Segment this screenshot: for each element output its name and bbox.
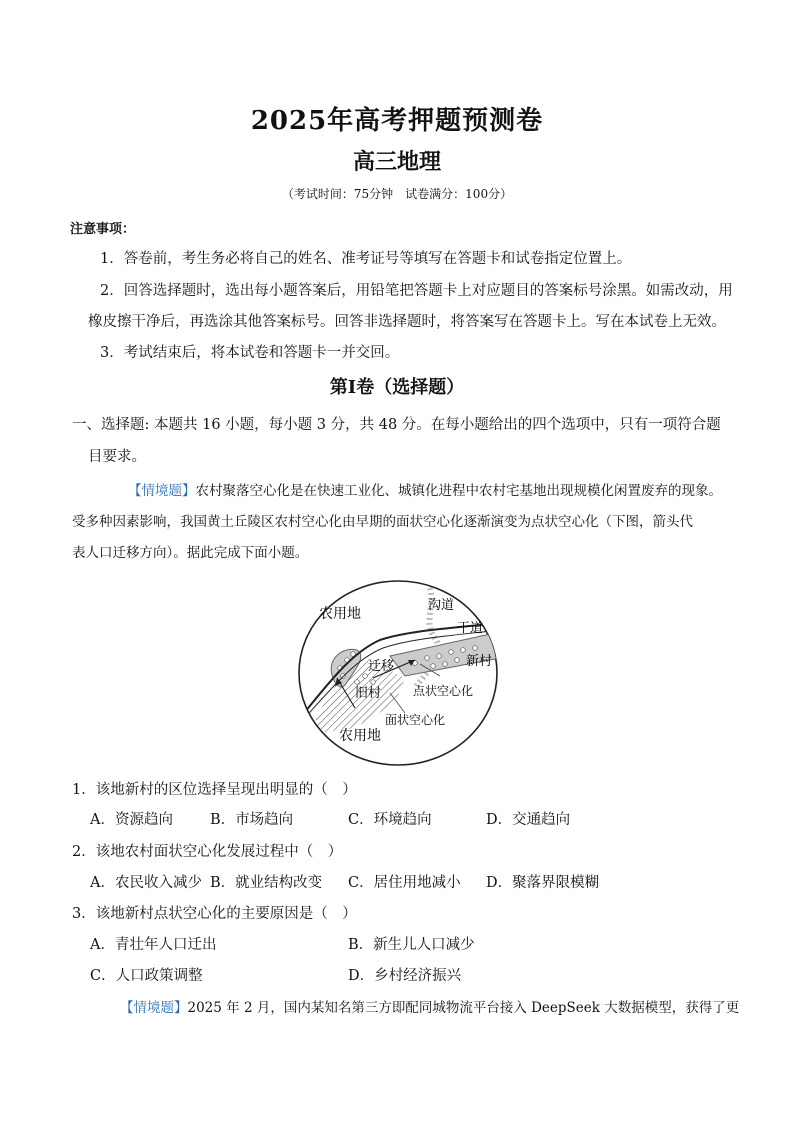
label-old-village: 旧村 — [355, 685, 382, 700]
section-heading: 第Ⅰ卷（选择题） — [329, 377, 465, 398]
question-2-stem: 2．该地农村面状空心化发展过程中（ ） — [72, 844, 343, 860]
label-new-village: 新村 — [466, 653, 493, 668]
label-area-hollow: 面状空心化 — [385, 713, 446, 727]
label-main-road: 干道 — [457, 620, 484, 635]
notice-item-2-line-2: 橡皮擦干净后，再选涂其他答案标号。回答非选择题时，将答案写在答题卡上。写在本试卷上无效。 — [88, 314, 726, 330]
notice-item-1: 1．答卷前，考生务必将自己的姓名、准考证号等填写在答题卡和试卷指定位置上。 — [100, 251, 632, 267]
scenario-1-line-2: 受多种因素影响，我国黄土丘陵区农村空心化由早期的面状空心化逐渐演变为点状空心化（下图，箭头代 — [72, 514, 693, 530]
question-1-option-a[interactable]: A．资源趋向 — [90, 812, 173, 828]
question-3-option-d[interactable]: D．乡村经济振兴 — [348, 968, 462, 984]
section-intro-line-2: 目要求。 — [88, 449, 146, 465]
label-point-hollow: 点状空心化 — [413, 684, 474, 698]
exam-title: 2025年高考押题预测卷 — [250, 106, 544, 136]
scenario-2-line-1 — [120, 996, 739, 1016]
scenario-tag: 【情境题】 — [128, 483, 196, 499]
notice-item-2-line-1: 2．回答选择题时，选出每小题答案后，用铅笔把答题卡上对应题目的答案标号涂黑。如需改动，用 — [100, 283, 733, 299]
question-3-option-c[interactable]: C．人口政策调整 — [90, 968, 203, 984]
question-2-option-c[interactable]: C．居住用地减小 — [348, 875, 461, 891]
question-2-option-d[interactable]: D．聚落界限模糊 — [486, 875, 600, 891]
scenario-1-line-3: 表人口迁移方向）。据此完成下面小题。 — [72, 545, 309, 561]
scenario-1-text: 农村聚落空心化是在快速工业化、城镇化进程中农村宅基地出现规模化闲置废弃的现象。 — [195, 483, 722, 499]
label-farmland-bottom: 农用地 — [339, 729, 381, 744]
question-3-option-b[interactable]: B．新生儿人口减少 — [348, 937, 475, 953]
exam-subtitle: 高三地理 — [352, 149, 441, 175]
village-hollowing-figure — [295, 578, 505, 768]
label-farmland-top: 农用地 — [319, 607, 361, 622]
question-2-option-a[interactable]: A．农民收入减少 — [90, 875, 202, 891]
question-2-option-b[interactable]: B．就业结构改变 — [210, 875, 323, 891]
scenario-1-line-1 — [128, 479, 722, 499]
scenario-2-text: 2025 年 2 月，国内某知名第三方即配同城物流平台接入 DeepSeek 大数据模型，获得了更 — [187, 1000, 740, 1016]
question-3-stem: 3．该地新村点状空心化的主要原因是（ ） — [72, 906, 357, 922]
section-intro-line-1: 一、选择题: 本题共 16 小题，每小题 3 分，共 48 分。在每小题给出的四个选项中，只有一项符合题 — [72, 417, 721, 433]
label-gully: 沟道 — [428, 597, 455, 612]
question-1-option-d[interactable]: D．交通趋向 — [486, 812, 571, 828]
scenario-tag: 【情境题】 — [120, 1000, 188, 1016]
notice-item-3: 3．考试结束后，将本试卷和答题卡一并交回。 — [100, 345, 400, 361]
question-1-option-c[interactable]: C．环境趋向 — [348, 812, 432, 828]
question-3-option-a[interactable]: A．青壮年人口迁出 — [90, 937, 217, 953]
question-1-option-b[interactable]: B．市场趋向 — [210, 812, 294, 828]
question-1-stem: 1．该地新村的区位选择呈现出明显的（ ） — [72, 782, 357, 798]
notice-heading: 注意事项： — [70, 222, 136, 237]
label-migration: 迁移 — [368, 658, 395, 673]
exam-info: （考试时间：75分钟 试卷满分：100分） — [281, 187, 513, 201]
